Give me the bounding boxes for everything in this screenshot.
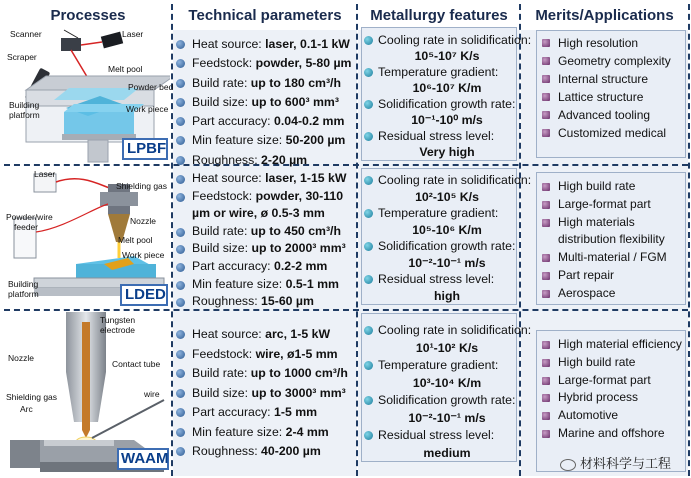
param-item: Part accuracy: 0.04-0.2 mm: [174, 112, 352, 131]
lpbf-metallurgy: Cooling rate in solidification: 10⁵-10⁷ K/s Temperature gradient: 10⁶-10⁷ K/m Solidification growth rate: 10⁻¹-10⁰ m/s Residual stress level: Very high: [364, 32, 516, 160]
lpbf-label-scraper: Scraper: [7, 52, 37, 62]
lded-params-list: [174, 170, 347, 311]
lpbf-label-laser: Laser: [122, 29, 144, 39]
param-item: Roughness: 2-20 µm: [174, 151, 352, 170]
param-item: Roughness: 15-60 µm: [174, 293, 347, 311]
merit-item: Aerospace: [540, 285, 667, 303]
column-separator-3: [519, 4, 521, 476]
waam-label-wire: wire: [144, 389, 160, 399]
lded-metallurgy: Cooling rate in solidification: 10²-10⁵ K/s Temperature gradient: 10⁵-10⁶ K/m Solidification growth rate: 10⁻²-10⁻¹ m/s Residual stress level: high: [364, 172, 516, 304]
param-item: Feedstock: wire, ø1-5 mm: [174, 345, 348, 365]
waam-label-electrode: electrode: [100, 325, 135, 335]
merit-item: Automotive: [540, 407, 682, 425]
param-item: Build size: up to 600³ mm³: [174, 93, 352, 112]
lded-label-melt-pool: Melt pool: [118, 235, 153, 245]
merit-item: Internal structure: [540, 70, 671, 88]
param-item: Feedstock: powder, 30-110: [174, 188, 347, 206]
merit-item: High resolution: [540, 34, 671, 52]
param-item: Build rate: up to 450 cm³/h: [174, 223, 347, 241]
lpbf-label-powder-bed: Powder bed: [128, 82, 174, 92]
waam-merits: [540, 336, 682, 443]
lded-label-building: Building: [8, 279, 39, 289]
merit-item: Customized medical: [540, 124, 671, 142]
waam-label-contact-tube: Contact tube: [112, 359, 161, 369]
column-separator-4: [688, 4, 690, 476]
electrode-icon: [82, 322, 90, 430]
param-item: Heat source: laser, 1-15 kW: [174, 170, 347, 188]
waam-label-arc: Arc: [20, 404, 33, 414]
merit-item: Part repair: [540, 267, 667, 285]
lpbf-tag: LPBF: [127, 140, 167, 157]
param-item: Build rate: up to 180 cm³/h: [174, 74, 352, 93]
lpbf-label-work-piece: Work piece: [126, 104, 169, 114]
lpbf-label-platform: platform: [9, 110, 40, 120]
lded-label-platform: platform: [8, 289, 39, 299]
merit-item-continued: distribution flexibility: [558, 232, 665, 247]
param-item-continued: µm or wire, ø 0.5-3 mm: [192, 206, 325, 221]
merit-item: Large-format part: [540, 196, 667, 214]
param-item: Min feature size: 50-200 µm: [174, 131, 352, 150]
column-separator-1: [171, 4, 173, 476]
param-item: Part accuracy: 0.2-2 mm: [174, 258, 347, 276]
header-merits: Merits/Applications: [535, 6, 674, 24]
merit-item: High materials: [540, 214, 667, 232]
lpbf-merits: [540, 34, 671, 142]
column-separator-2: [356, 4, 358, 476]
merit-item: High build rate: [540, 354, 682, 372]
header-technical: Technical parameters: [188, 6, 342, 24]
param-item: Build size: up to 2000³ mm³: [174, 240, 347, 258]
lpbf-label-melt-pool: Melt pool: [108, 64, 143, 74]
merit-item: Large-format part: [540, 372, 682, 390]
param-item: Min feature size: 2-4 mm: [174, 423, 348, 443]
watermark: [560, 453, 671, 472]
merit-item: Hybrid process: [540, 389, 682, 407]
param-item: Heat source: arc, 1-5 kW: [174, 325, 348, 345]
lded-label-work-piece: Work piece: [122, 250, 165, 260]
param-item: Heat source: laser, 0.1-1 kW: [174, 35, 352, 54]
param-item: Roughness: 40-200 µm: [174, 442, 348, 462]
merit-item: Multi-material / FGM: [540, 249, 667, 267]
lded-label-feeder: feeder: [14, 222, 39, 232]
merit-item: Marine and offshore: [540, 425, 682, 443]
laser-icon: [101, 32, 123, 49]
lpbf-params-list: [174, 35, 352, 170]
wechat-icon: [560, 459, 576, 471]
lded-tag: LDED: [125, 286, 166, 303]
header-metallurgy: Metallurgy features: [370, 6, 508, 24]
param-item: Min feature size: 0.5-1 mm: [174, 276, 347, 294]
merit-item: High build rate: [540, 178, 667, 196]
lded-label-powder-wire: Powder/wire: [6, 212, 53, 222]
merit-item: Geometry complexity: [540, 52, 671, 70]
waam-label-tungsten: Tungsten: [100, 315, 136, 325]
waam-label-shielding-gas: Shielding gas: [6, 392, 58, 402]
param-item: Build rate: up to 1000 cm³/h: [174, 364, 348, 384]
waam-params-list: [174, 325, 348, 462]
scanner-icon: [61, 38, 81, 51]
param-item: Build size: up to 3000³ mm³: [174, 384, 348, 404]
lpbf-label-scanner: Scanner: [10, 29, 42, 39]
header-processes: Processes: [50, 6, 126, 24]
wire-icon: [92, 400, 164, 438]
param-item: Part accuracy: 1-5 mm: [174, 403, 348, 423]
merit-item: Advanced tooling: [540, 106, 671, 124]
lpbf-label-building: Building: [9, 100, 40, 110]
lded-label-shielding-gas: Shielding gas: [116, 181, 168, 191]
param-item: Feedstock: powder, 5-80 µm: [174, 54, 352, 73]
waam-metallurgy: Cooling rate in solidification: 10¹-10² K/s Temperature gradient: 10³-10⁴ K/m Solidification growth rate: 10⁻²-10⁻¹ m/s Residual stress level: medium: [364, 322, 516, 462]
lded-label-laser: Laser: [34, 169, 56, 179]
waam-tag: WAAM: [121, 450, 169, 467]
watermark-text: 材料科学与工程: [579, 456, 671, 471]
waam-label-nozzle: Nozzle: [8, 353, 34, 363]
lded-label-nozzle: Nozzle: [130, 216, 156, 226]
merit-item: Lattice structure: [540, 88, 671, 106]
merit-item: High material efficiency: [540, 336, 682, 354]
lded-merits: [540, 178, 667, 303]
